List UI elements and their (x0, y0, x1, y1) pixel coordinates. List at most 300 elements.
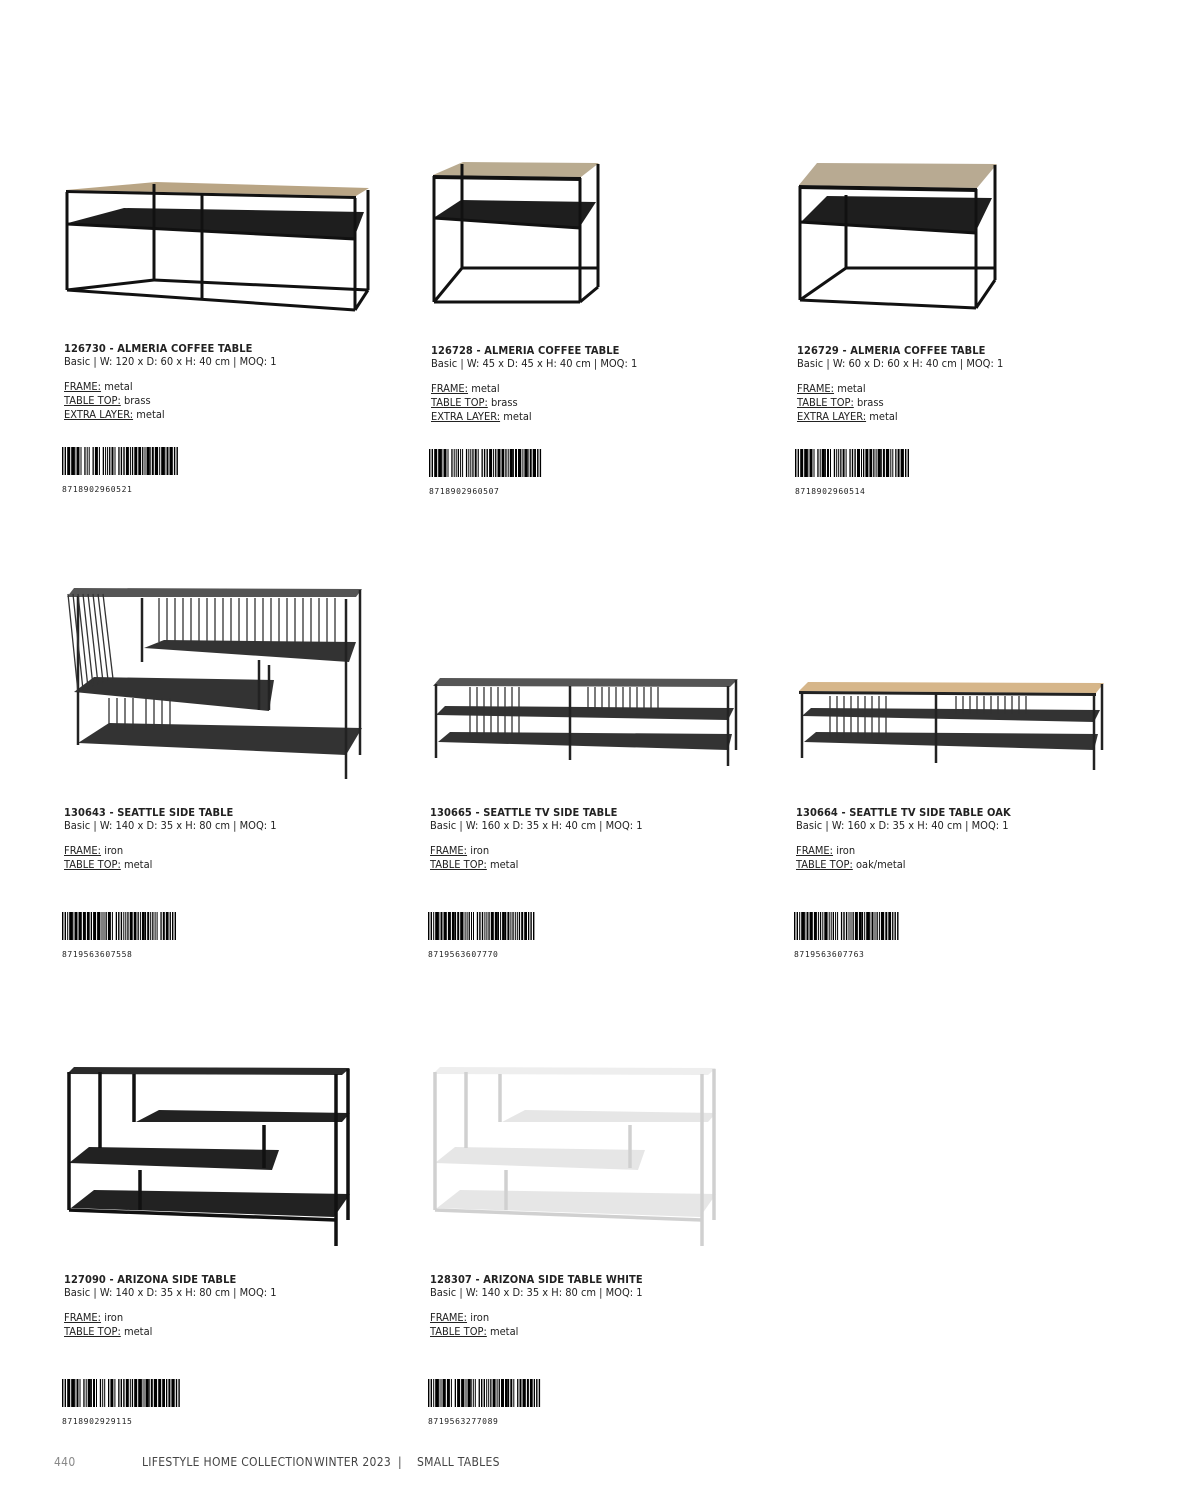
product-image-arizona-black (64, 1060, 359, 1255)
barcode-bar (863, 449, 864, 477)
barcode-bar (147, 912, 149, 940)
barcode-bar (864, 912, 865, 940)
barcode-bar (865, 449, 868, 477)
barcode-bar (869, 449, 872, 477)
barcode-bar (481, 1379, 482, 1407)
barcode-bar (826, 912, 827, 940)
barcode-bar (110, 1379, 113, 1407)
spec-table-top: TABLE TOP: metal (64, 858, 153, 871)
barcode-bar (176, 1379, 177, 1407)
barcode-bar (429, 449, 430, 477)
barcode-bar (161, 447, 164, 475)
barcode-bar (132, 447, 133, 475)
barcode-bar (155, 912, 156, 940)
barcode-bar (812, 912, 813, 940)
barcode-bar (517, 1379, 518, 1407)
barcode-bar (108, 912, 111, 940)
barcode-bar (428, 912, 429, 940)
barcode-bar (438, 449, 441, 477)
barcode-bar (491, 912, 494, 940)
barcode-bar (93, 912, 96, 940)
barcode-bar (795, 449, 796, 477)
barcode-bar (81, 447, 82, 475)
barcode-bar (72, 912, 73, 940)
barcode-bar (515, 449, 517, 477)
barcode-bar (433, 1379, 434, 1407)
barcode-bar (107, 447, 108, 475)
barcode-bar (132, 1379, 133, 1407)
barcode-bar (817, 449, 818, 477)
barcode-bar (141, 1379, 142, 1407)
barcode-bar (160, 912, 161, 940)
barcode-bar (112, 447, 114, 475)
product-card (64, 580, 394, 965)
barcode-bar (121, 912, 122, 940)
barcode-bar (499, 1379, 500, 1407)
barcode-bar (895, 912, 896, 940)
barcode-bar (80, 1379, 81, 1407)
barcode-bar (489, 449, 492, 477)
barcode-bar (77, 447, 80, 475)
barcode-bar (466, 1379, 467, 1407)
product-title: 126728 - ALMERIA COFFEE TABLE (431, 344, 620, 357)
barcode-bar (71, 1379, 74, 1407)
barcode-bar (836, 449, 837, 477)
barcode-bar (435, 912, 438, 940)
barcode-bar (156, 1379, 157, 1407)
barcode-bar (513, 449, 514, 477)
barcode-bar (466, 449, 467, 477)
barcode-bar (150, 912, 151, 940)
barcode-bar (876, 449, 877, 477)
barcode-bar (168, 1379, 170, 1407)
barcode-bar (87, 912, 90, 940)
barcode-bar (455, 912, 456, 940)
footer-section: SMALL TABLES (417, 1455, 500, 1469)
barcode-bar (505, 912, 506, 940)
barcode-bar (470, 449, 471, 477)
barcode-bar (432, 449, 433, 477)
barcode-bar (822, 449, 825, 477)
barcode-bar (804, 449, 807, 477)
barcode-bar (451, 1379, 452, 1407)
ean-code: 8718902960514 (795, 487, 866, 496)
barcode-bar (807, 912, 809, 940)
barcode-bar (539, 1379, 540, 1407)
barcode-bar (112, 912, 113, 940)
barcode (794, 912, 914, 940)
barcode-bar (892, 912, 893, 940)
barcode-bar (469, 912, 470, 940)
ean-code: 8718902960507 (429, 487, 500, 496)
barcode-bar (121, 447, 122, 475)
barcode-bar (841, 912, 842, 940)
barcode-bar (448, 912, 451, 940)
ean-code: 8719563607558 (62, 950, 133, 959)
product-card (430, 1060, 760, 1430)
barcode-bar (487, 449, 488, 477)
barcode-bar (62, 447, 63, 475)
barcode-bar (843, 912, 844, 940)
barcode-bar (145, 447, 146, 475)
barcode-bar (458, 449, 459, 477)
barcode-bar (157, 912, 158, 940)
barcode-bar (435, 1379, 438, 1407)
spec-frame: FRAME: metal (797, 382, 866, 395)
barcode-bar (495, 449, 496, 477)
barcode-bar (525, 1379, 526, 1407)
barcode-bar (446, 912, 447, 940)
barcode-bar (869, 912, 870, 940)
barcode-bar (866, 912, 869, 940)
barcode-bar (65, 447, 66, 475)
barcode-bar (118, 447, 119, 475)
barcode-bar (151, 1379, 153, 1407)
barcode-bar (477, 912, 478, 940)
barcode-bar (69, 912, 72, 940)
barcode-bar (86, 1379, 87, 1407)
barcode-bar (478, 449, 479, 477)
barcode-bar (881, 449, 882, 477)
spec-table-top: TABLE TOP: metal (430, 1325, 519, 1338)
barcode-bar (905, 449, 906, 477)
barcode-bar (849, 449, 850, 477)
spec-table-top: TABLE TOP: brass (64, 394, 151, 407)
barcode-bar (134, 1379, 137, 1407)
barcode-bar (888, 449, 889, 477)
barcode-bar (431, 912, 432, 940)
barcode-bar (507, 912, 509, 940)
barcode-bar (130, 1379, 131, 1407)
barcode-bar (172, 447, 173, 475)
barcode-bar (102, 1379, 103, 1407)
footer-season: WINTER 2023 (314, 1455, 392, 1469)
barcode-bar (447, 1379, 450, 1407)
barcode-bar (441, 912, 443, 940)
product-image-arizona-white (430, 1060, 725, 1255)
product-title: 127090 - ARIZONA SIDE TABLE (64, 1273, 237, 1286)
spec-frame: FRAME: metal (64, 380, 133, 393)
barcode-bar (444, 449, 447, 477)
barcode-bar (834, 449, 835, 477)
ean-code: 8719563607770 (428, 950, 499, 959)
barcode-bar (843, 449, 845, 477)
barcode-bar (174, 447, 175, 475)
barcode-bar (501, 1379, 504, 1407)
barcode-bar (820, 449, 821, 477)
barcode-bar (455, 1379, 456, 1407)
product-dimensions: Basic | W: 140 x D: 35 x H: 80 cm | MOQ: 1 (430, 1286, 643, 1299)
spec-table-top: TABLE TOP: metal (64, 1325, 153, 1338)
barcode-bar (534, 1379, 535, 1407)
barcode-bar (457, 1379, 460, 1407)
barcode-bar (104, 1379, 105, 1407)
barcode-bar (540, 449, 541, 477)
barcode-bar (486, 1379, 487, 1407)
barcode-bar (862, 912, 863, 940)
barcode-bar (142, 912, 145, 940)
barcode-bar (134, 912, 137, 940)
barcode-bar (500, 912, 501, 940)
barcode-bar (898, 449, 900, 477)
barcode-bar (810, 449, 813, 477)
barcode-bar (71, 447, 74, 475)
barcode-bar (479, 912, 480, 940)
barcode-bar (91, 912, 92, 940)
barcode-bar (852, 449, 853, 477)
barcode-bar (519, 912, 520, 940)
barcode-bar (462, 449, 463, 477)
ean-code: 8719563607763 (794, 950, 865, 959)
barcode-bar (130, 447, 131, 475)
barcode-bar (892, 449, 893, 477)
barcode-bar (463, 1379, 464, 1407)
barcode-bar (479, 1379, 480, 1407)
barcode-bar (875, 912, 876, 940)
barcode-bar (96, 1379, 97, 1407)
barcode-bar (814, 912, 817, 940)
barcode-bar (177, 447, 178, 475)
barcode-bar (147, 447, 150, 475)
barcode-bar (818, 912, 819, 940)
barcode-bar (138, 447, 141, 475)
barcode-bar (804, 912, 805, 940)
barcode (62, 447, 182, 475)
barcode-bar (142, 447, 143, 475)
barcode-bar (800, 449, 803, 477)
ean-code: 8719563277089 (428, 1417, 499, 1426)
barcode-bar (67, 1379, 70, 1407)
barcode-bar (533, 912, 534, 940)
barcode-bar (89, 447, 90, 475)
barcode-bar (118, 912, 119, 940)
barcode-bar (495, 912, 498, 940)
product-title: 130665 - SEATTLE TV SIDE TABLE (430, 806, 618, 819)
barcode-bar (482, 449, 483, 477)
barcode-bar (116, 912, 117, 940)
barcode-bar (537, 449, 538, 477)
barcode-bar (67, 912, 68, 940)
barcode-bar (83, 912, 86, 940)
barcode-bar (520, 1379, 522, 1407)
barcode-bar (873, 449, 874, 477)
barcode-bar (471, 912, 472, 940)
barcode (62, 912, 182, 940)
barcode-bar (522, 449, 523, 477)
barcode-bar (851, 912, 852, 940)
barcode-bar (130, 912, 133, 940)
barcode-bar (530, 449, 532, 477)
barcode-bar (849, 912, 850, 940)
spec-extra-layer: EXTRA LAYER: metal (64, 408, 165, 421)
barcode-bar (888, 912, 891, 940)
barcode-bar (833, 912, 834, 940)
barcode-bar (159, 447, 160, 475)
barcode-bar (838, 449, 839, 477)
barcode-bar (146, 1379, 149, 1407)
barcode-bar (475, 449, 477, 477)
barcode-bar (108, 1379, 109, 1407)
barcode-bar (854, 449, 855, 477)
barcode-bar (488, 1379, 489, 1407)
barcode-bar (62, 1379, 63, 1407)
barcode-bar (138, 1379, 141, 1407)
footer-collection: LIFESTYLE HOME COLLECTION (142, 1455, 313, 1469)
barcode-bar (65, 1379, 66, 1407)
barcode-bar (157, 447, 158, 475)
barcode-bar (456, 449, 457, 477)
barcode-bar (172, 912, 173, 940)
barcode-bar (125, 912, 126, 940)
barcode-bar (74, 447, 75, 475)
barcode-bar (462, 912, 463, 940)
barcode-bar (95, 447, 98, 475)
barcode-bar (510, 449, 513, 477)
barcode-bar (512, 912, 513, 940)
barcode-bar (497, 1379, 498, 1407)
spec-extra-layer: EXTRA LAYER: metal (797, 410, 898, 423)
barcode-bar (434, 449, 437, 477)
barcode-bar (77, 1379, 79, 1407)
barcode-bar (798, 449, 799, 477)
barcode-bar (475, 1379, 476, 1407)
product-dimensions: Basic | W: 60 x D: 60 x H: 40 cm | MOQ: 1 (797, 357, 1004, 370)
barcode-bar (797, 912, 798, 940)
product-title: 130664 - SEATTLE TV SIDE TABLE OAK (796, 806, 1011, 819)
barcode-bar (74, 1379, 75, 1407)
barcode-bar (510, 1379, 512, 1407)
product-dimensions: Basic | W: 160 x D: 35 x H: 40 cm | MOQ: 1 (430, 819, 643, 832)
barcode-bar (799, 912, 800, 940)
barcode-bar (493, 449, 494, 477)
barcode-bar (827, 449, 829, 477)
product-image-almeria-square (797, 150, 1007, 320)
barcode-bar (140, 912, 141, 940)
product-image-seattle-tv-oak (796, 580, 1111, 785)
barcode-bar (83, 1379, 84, 1407)
barcode-bar (879, 912, 880, 940)
barcode-bar (445, 1379, 446, 1407)
barcode-bar (102, 912, 103, 940)
barcode-bar (460, 449, 461, 477)
barcode-bar (105, 447, 106, 475)
barcode-bar (178, 1379, 179, 1407)
product-title: 126730 - ALMERIA COFFEE TABLE (64, 342, 253, 355)
barcode-bar (441, 1379, 442, 1407)
barcode-bar (103, 447, 104, 475)
barcode-bar (878, 449, 881, 477)
barcode-bar (890, 449, 891, 477)
barcode-bar (490, 1379, 491, 1407)
barcode (795, 449, 915, 477)
spec-table-top: TABLE TOP: metal (430, 858, 519, 871)
barcode-bar (448, 449, 449, 477)
barcode-bar (830, 449, 831, 477)
barcode-bar (167, 447, 169, 475)
spec-table-top: TABLE TOP: brass (431, 396, 518, 409)
barcode (428, 912, 548, 940)
barcode-bar (438, 912, 439, 940)
barcode-bar (524, 449, 527, 477)
barcode (62, 1379, 182, 1407)
barcode-bar (468, 449, 469, 477)
barcode-bar (482, 912, 483, 940)
barcode-bar (452, 912, 455, 940)
barcode-bar (106, 912, 107, 940)
barcode-bar (88, 1379, 91, 1407)
barcode-bar (859, 912, 862, 940)
barcode-bar (524, 912, 527, 940)
barcode-bar (473, 1379, 474, 1407)
barcode-bar (520, 449, 521, 477)
ean-code: 8718902929115 (62, 1417, 133, 1426)
barcode-bar (127, 912, 128, 940)
spec-table-top: TABLE TOP: brass (797, 396, 884, 409)
barcode-bar (118, 1379, 119, 1407)
product-image-seattle-side (64, 580, 374, 785)
barcode-bar (152, 912, 153, 940)
barcode-bar (822, 912, 823, 940)
barcode-bar (807, 449, 808, 477)
barcode-bar (505, 1379, 508, 1407)
barcode-bar (486, 912, 487, 940)
barcode-bar (794, 912, 795, 940)
barcode-bar (515, 912, 516, 940)
barcode-bar (857, 449, 860, 477)
barcode-bar (846, 449, 847, 477)
barcode-bar (484, 1379, 485, 1407)
barcode-bar (457, 912, 459, 940)
barcode-bar (173, 1379, 174, 1407)
barcode-bar (81, 912, 82, 940)
product-card (430, 580, 760, 965)
barcode-bar (814, 449, 815, 477)
barcode-bar (145, 912, 146, 940)
barcode-bar (883, 912, 884, 940)
footer-separator: | (398, 1455, 402, 1469)
barcode-bar (166, 1379, 167, 1407)
spec-frame: FRAME: metal (431, 382, 500, 395)
barcode-bar (508, 449, 509, 477)
barcode (428, 1379, 548, 1407)
product-dimensions: Basic | W: 140 x D: 35 x H: 80 cm | MOQ: 1 (64, 1286, 277, 1299)
barcode-bar (433, 912, 434, 940)
spec-frame: FRAME: iron (64, 844, 124, 857)
barcode-bar (885, 912, 887, 940)
barcode-bar (872, 912, 874, 940)
barcode-bar (62, 912, 63, 940)
barcode-bar (470, 1379, 471, 1407)
spec-table-top: TABLE TOP: oak/metal (796, 858, 906, 871)
barcode-bar (109, 447, 110, 475)
barcode-bar (846, 912, 847, 940)
barcode-bar (91, 1379, 92, 1407)
barcode-bar (75, 912, 78, 940)
barcode-bar (488, 912, 489, 940)
barcode-bar (123, 447, 124, 475)
barcode-bar (170, 912, 171, 940)
barcode-bar (502, 449, 505, 477)
ean-code: 8718902960521 (62, 485, 133, 494)
product-card (64, 1060, 394, 1430)
barcode-bar (835, 912, 836, 940)
barcode-bar (530, 1379, 533, 1407)
barcode-bar (115, 447, 116, 475)
product-title: 130643 - SEATTLE SIDE TABLE (64, 806, 234, 819)
barcode-bar (521, 912, 523, 940)
spec-extra-layer: EXTRA LAYER: metal (431, 410, 532, 423)
spec-frame: FRAME: iron (430, 844, 490, 857)
